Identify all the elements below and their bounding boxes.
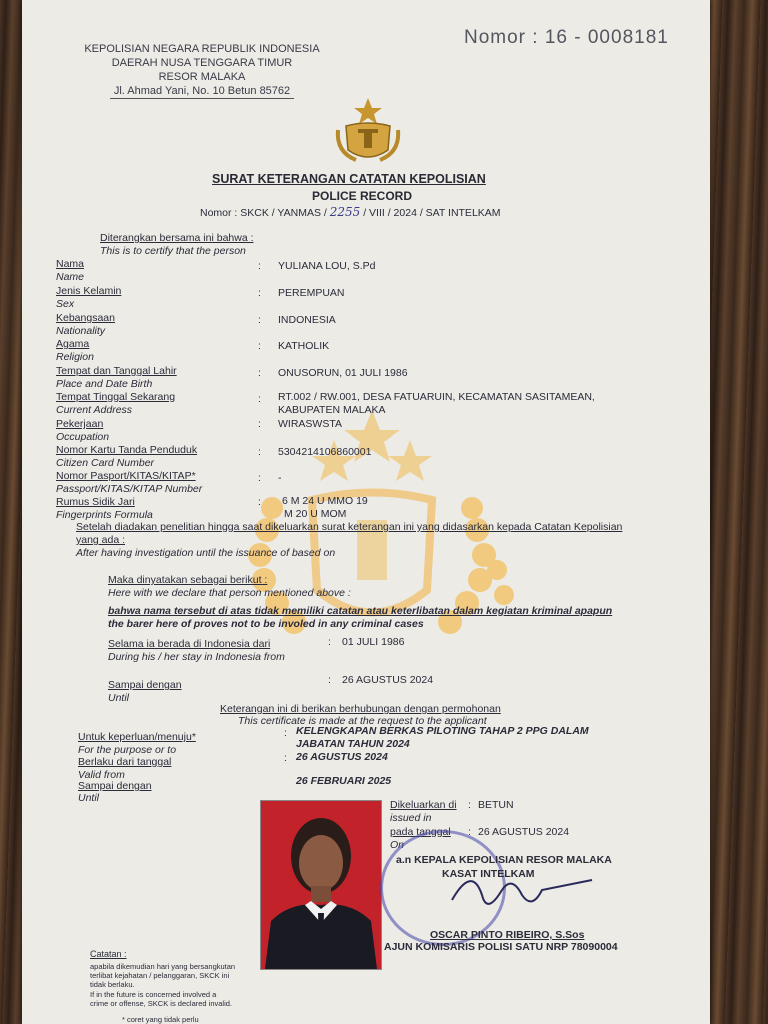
notes-line-2: terlibat kejahatan / pelanggaran, SKCK ini <box>90 971 230 980</box>
field-label-name: Nama <box>56 258 85 270</box>
field-value-name: YULIANA LOU, S.Pd <box>278 260 376 272</box>
field-label-sex: Jenis Kelamin <box>56 285 122 297</box>
stay-until-label-english: Until <box>108 692 130 704</box>
field-label-id-card: Nomor Kartu Tanda Penduduk <box>56 444 198 456</box>
field-colon: : <box>258 472 261 484</box>
field-colon: : <box>258 314 261 326</box>
field-colon: : <box>284 727 287 739</box>
field-label-fingerprint: Rumus Sidik Jari <box>56 496 135 508</box>
field-colon: : <box>258 367 261 379</box>
header-line-2: DAERAH NUSA TENGGARA TIMUR <box>111 57 293 69</box>
request-text: Keterangan ini di berikan berhubungan dengan permohonan <box>220 703 501 715</box>
field-colon: : <box>258 287 261 299</box>
notes-footer: * coret yang tidak perlu <box>122 1015 199 1024</box>
intro-label: Diterangkan bersama ini bahwa : <box>100 232 254 244</box>
notes-line-3: tidak berlaku. <box>90 980 135 989</box>
field-colon: : <box>468 826 471 838</box>
header-line-1: KEPOLISIAN NEGARA REPUBLIK INDONESIA <box>84 43 320 55</box>
field-value-religion: KATHOLIK <box>278 340 330 352</box>
purpose-value: KELENGKAPAN BERKAS PILOTING TAHAP 2 PPG DALAM <box>296 725 589 737</box>
issued-date-value: 26 AGUSTUS 2024 <box>478 826 570 838</box>
person-portrait-icon <box>261 801 381 969</box>
field-colon: : <box>328 636 331 648</box>
skck-number-handwritten: 2255 <box>329 205 361 219</box>
field-label-religion-english: Religion <box>56 351 94 363</box>
field-value-fingerprint-line2: M 20 U MOM <box>284 508 347 520</box>
field-colon: : <box>258 260 261 272</box>
header-line-3: RESOR MALAKA <box>158 71 246 83</box>
field-label-passport: Nomor Pasport/KITAS/KITAP* <box>56 470 196 482</box>
signatory-name: OSCAR PINTO RIBEIRO, S.Sos <box>430 929 585 941</box>
field-value-address: RT.002 / RW.001, DESA FATUARUIN, KECAMATAN SASITAMEAN, <box>278 391 595 403</box>
notes-line-1: apabila dikemudian hari yang bersangkutan <box>90 962 236 971</box>
valid-until-label: Sampai dengan <box>78 780 152 792</box>
skck-number-suffix: / VIII / 2024 / SAT INTELKAM <box>363 207 501 219</box>
document-title-english: POLICE RECORD <box>312 189 413 203</box>
declaration-statement-english: the barer here of proves not to be involed in any criminal cases <box>108 618 424 630</box>
field-value-id-card: 5304214106860001 <box>278 446 372 458</box>
purpose-label-english: For the purpose or to <box>78 744 177 756</box>
signatory-unit: KASAT INTELKAM <box>442 868 535 880</box>
field-value-nationality: INDONESIA <box>278 314 336 326</box>
field-colon: : <box>258 418 261 430</box>
field-label-passport-english: Passport/KITAS/KITAP Number <box>56 483 203 495</box>
document-title: SURAT KETERANGAN CATATAN KEPOLISIAN <box>212 172 486 186</box>
investigation-text-english: After having investigation until the issuance of based on <box>76 547 336 559</box>
valid-until-value: 26 FEBRUARI 2025 <box>296 775 392 787</box>
field-label-nationality-english: Nationality <box>56 325 106 337</box>
issued-date-label-english: On <box>390 839 405 851</box>
intro-label-english: This is to certify that the person <box>100 245 246 257</box>
notes-title: Catatan : <box>90 949 127 959</box>
signatory-title: a.n KEPALA KEPOLISIAN RESOR MALAKA <box>396 854 612 866</box>
purpose-label: Untuk keperluan/menuju* <box>78 731 196 743</box>
declaration-label: Maka dinyatakan sebagai berikut : <box>108 574 268 586</box>
document-number: Nomor : 16 - 0008181 <box>464 27 669 48</box>
skck-number <box>200 205 501 219</box>
field-label-birth-english: Place and Date Birth <box>56 378 153 390</box>
field-label-address: Tempat Tinggal Sekarang <box>56 391 176 403</box>
field-colon: : <box>258 340 261 352</box>
field-value-passport: - <box>278 472 282 484</box>
field-value-birth: ONUSORUN, 01 JULI 1986 <box>278 367 408 379</box>
issued-at-label-english: issued in <box>390 812 432 824</box>
field-label-sex-english: Sex <box>56 298 75 310</box>
field-value-address-line2: KABUPATEN MALAKA <box>278 404 386 416</box>
issued-at-label: Dikeluarkan di <box>390 799 457 811</box>
valid-from-label: Berlaku dari tanggal <box>78 756 172 768</box>
skck-number-prefix: Nomor : SKCK / YANMAS / <box>200 207 327 219</box>
field-colon: : <box>258 446 261 458</box>
valid-from-value: 26 AGUSTUS 2024 <box>296 751 388 763</box>
field-label-birth: Tempat dan Tanggal Lahir <box>56 365 177 377</box>
field-label-religion: Agama <box>56 338 90 350</box>
investigation-text: Setelah diadakan penelitian hingga saat dikeluarkan surat keterangan ini yang didasarkan kepada Catatan Kepolisian <box>76 521 623 533</box>
police-emblem-icon <box>332 96 404 168</box>
stay-until-value: 26 AGUSTUS 2024 <box>342 674 434 686</box>
declaration-statement: bahwa nama tersebut di atas tidak memiliki catatan atau keterlibatan dalam kegiatan kriminal apapun <box>108 605 613 617</box>
valid-until-label-english: Until <box>78 792 100 804</box>
purpose-value-line2: JABATAN TAHUN 2024 <box>296 738 410 750</box>
field-label-nationality: Kebangsaan <box>56 312 115 324</box>
stay-until-label: Sampai dengan <box>108 679 182 691</box>
stay-from-label-english: During his / her stay in Indonesia from <box>108 651 285 663</box>
notes-line-5: crime or offense, SKCK is declared invalid. <box>90 999 233 1008</box>
header-block <box>82 42 322 99</box>
notes-line-4: If in the future is concerned involved a <box>90 990 217 999</box>
applicant-photo <box>260 800 382 970</box>
field-label-name-english: Name <box>56 271 85 283</box>
issued-at-value: BETUN <box>478 799 514 811</box>
field-colon: : <box>284 752 287 764</box>
field-label-address-english: Current Address <box>56 404 133 416</box>
header-line-4: Jl. Ahmad Yani, No. 10 Betun 85762 <box>110 84 294 99</box>
field-colon: : <box>468 799 471 811</box>
field-colon: : <box>328 674 331 686</box>
signatory-rank: AJUN KOMISARIS POLISI SATU NRP 78090004 <box>384 941 618 953</box>
field-colon: : <box>258 393 261 405</box>
police-record-document <box>22 0 710 1024</box>
valid-from-label-english: Valid from <box>78 769 125 781</box>
investigation-text-line2: yang ada : <box>76 534 126 546</box>
request-text-english: This certificate is made at the request to the applicant <box>238 715 487 727</box>
field-value-sex: PEREMPUAN <box>278 287 345 299</box>
field-label-id-card-english: Citizen Card Number <box>56 457 155 469</box>
field-value-fingerprint: 6 M 24 U MMO 19 <box>282 495 368 507</box>
field-label-occupation-english: Occupation <box>56 431 110 443</box>
field-value-occupation: WIRASWSTA <box>278 418 342 430</box>
field-colon: : <box>258 496 261 508</box>
stay-from-label: Selama ia berada di Indonesia dari <box>108 638 271 650</box>
issued-date-label: pada tanggal <box>390 826 451 838</box>
field-label-fingerprint-english: Fingerprints Formula <box>56 509 153 521</box>
declaration-label-english: Here with we declare that person mentioned above : <box>108 587 351 599</box>
field-label-occupation: Pekerjaan <box>56 418 104 430</box>
stay-from-value: 01 JULI 1986 <box>342 636 405 648</box>
